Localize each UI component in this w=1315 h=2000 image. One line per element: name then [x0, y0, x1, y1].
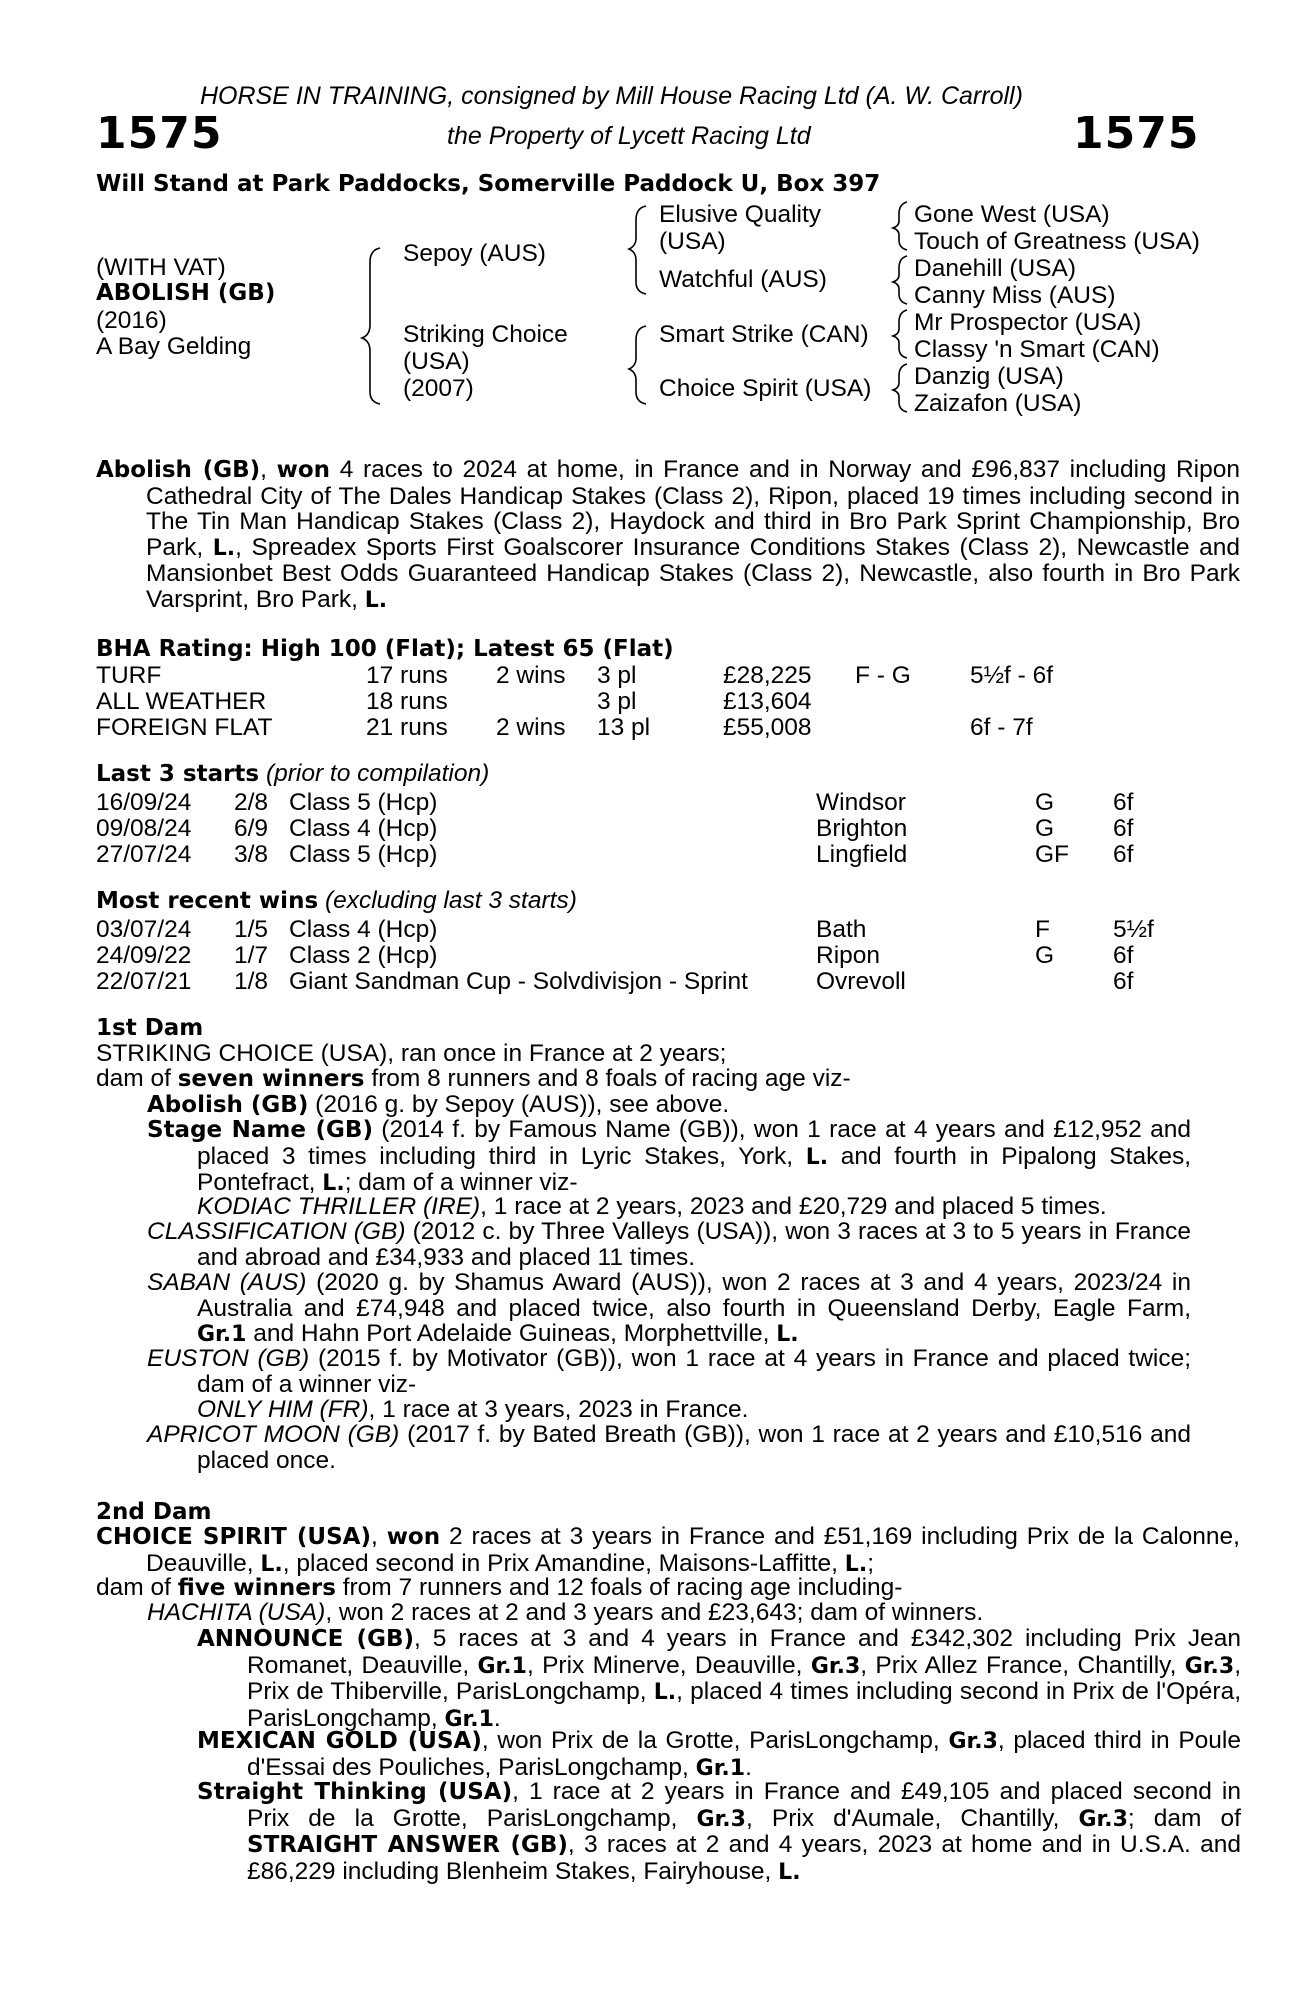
date-cell: 03/07/24: [96, 916, 192, 943]
sire-sire-line1: Elusive Quality: [659, 201, 822, 228]
choice-spirit-text-2: , placed second in Prix Amandine, Maisons-Laffitte,: [282, 1549, 838, 1577]
position-cell: 3/8: [234, 841, 269, 868]
sire-sire-dam: Touch of Greatness (USA): [914, 228, 1200, 255]
sire-sire-sire: Gone West (USA): [914, 201, 1110, 228]
dam2-produce-line: [96, 1575, 902, 1602]
mexican-gold-group-1: Gr.1: [695, 1755, 746, 1781]
distance-cell: 6f: [1113, 789, 1134, 816]
recent-note: (excluding last 3 starts): [324, 887, 577, 914]
distance-cell: 6f: [1113, 968, 1134, 995]
summary-won: won: [276, 457, 331, 483]
stage-name-listed-1: L.: [805, 1144, 829, 1170]
consignor-line: HORSE IN TRAINING, consigned by Mill House Racing Ltd (A. W. Carroll): [200, 82, 1023, 110]
race-cell: Class 4 (Hcp): [289, 916, 438, 943]
summary-horse-name: Abolish (GB): [96, 457, 261, 483]
going-cell: GF: [1035, 841, 1070, 868]
only-him-name: ONLY HIM (FR): [197, 1396, 369, 1423]
dam2-mexican-gold: [197, 1728, 1241, 1781]
property-line: the Property of Lycett Racing Ltd: [447, 122, 811, 150]
choice-spirit-text: 2 races at 3 years in France and £51,169 including Prix de la Calonne, Deauville,: [146, 1523, 1240, 1577]
sire: Sepoy (AUS): [403, 240, 546, 267]
announce-listed: L.: [653, 1680, 677, 1705]
runs-cell: 18 runs: [366, 688, 448, 715]
only-him-text: , 1 race at 3 years, 2023 in France.: [368, 1396, 749, 1423]
dam2-hachita: [147, 1600, 983, 1626]
apricot-moon-name: APRICOT MOON (GB): [147, 1421, 400, 1448]
vat-note: (WITH VAT): [96, 254, 226, 281]
announce-text-5: , placed 4 times including second in Prix de l'Opéra, ParisLongchamp,: [247, 1678, 1242, 1732]
straight-thinking-group-3a: Gr.3: [696, 1806, 746, 1832]
dam2-heading: 2nd Dam: [96, 1499, 212, 1525]
announce-group-3a: Gr.3: [810, 1653, 861, 1679]
course-cell: Ripon: [816, 942, 881, 969]
bha-rating-heading: BHA Rating: High 100 (Flat); Latest 65 (Flat): [96, 636, 674, 662]
prize-cell: £55,008: [723, 714, 812, 741]
mexican-gold-name: MEXICAN GOLD (USA): [197, 1728, 482, 1754]
course-cell: Windsor: [816, 789, 906, 816]
mexican-gold-group-3: Gr.3: [948, 1729, 998, 1754]
distance-cell: 6f: [1113, 815, 1134, 842]
position-cell: 6/9: [234, 815, 269, 842]
straight-answer-listed: L.: [778, 1859, 801, 1885]
course-cell: Ovrevoll: [816, 968, 906, 995]
stage-name-listed-2: L.: [322, 1171, 345, 1196]
horse-description: A Bay Gelding: [96, 333, 252, 360]
hachita-name: HACHITA (USA): [147, 1599, 326, 1626]
classification-name: CLASSIFICATION (GB): [147, 1218, 406, 1245]
dam-dam: Choice Spirit (USA): [659, 375, 872, 402]
race-cell: Class 2 (Hcp): [289, 942, 438, 969]
date-cell: 22/07/21: [96, 968, 192, 995]
recent-heading: Most recent wins: [96, 888, 319, 914]
course-cell: Lingfield: [816, 841, 908, 868]
dam1-only-him: [197, 1397, 749, 1423]
saban-text: (2020 g. by Shamus Award (AUS)), won 2 races at 3 and 4 years, 2023/24 in Australia and £74,948 and placed twice, also fourth in Queensland Derby, Eagle Farm,: [197, 1269, 1191, 1322]
race-cell: Class 5 (Hcp): [289, 841, 438, 868]
sire-sire-line2: (USA): [659, 228, 726, 255]
announce-group-3b: Gr.3: [1184, 1653, 1235, 1679]
dam-sire: Smart Strike (CAN): [659, 321, 869, 348]
dam1-saban: [147, 1270, 1191, 1348]
going-cell: F - G: [855, 662, 911, 689]
straight-thinking-text-2: , Prix d'Aumale, Chantilly,: [745, 1804, 1060, 1832]
sire-dam: Watchful (AUS): [659, 266, 827, 293]
distance-cell: 5½f: [1113, 916, 1154, 943]
last3-heading: Last 3 starts: [96, 761, 260, 787]
dam2-announce: [197, 1626, 1241, 1732]
dam1-heading: 1st Dam: [96, 1015, 204, 1041]
dam1-apricot-moon: [147, 1422, 1191, 1473]
wins-cell: 2 wins: [496, 714, 566, 741]
choice-spirit-name: CHOICE SPIRIT (USA): [96, 1524, 371, 1550]
distance-cell: 6f: [1113, 942, 1134, 969]
hachita-text: , won 2 races at 2 and 3 years and £23,643; dam of winners.: [325, 1599, 984, 1626]
prize-cell: £28,225: [723, 662, 812, 689]
distance-cell: 6f: [1113, 841, 1134, 868]
going-cell: G: [1035, 942, 1055, 969]
mexican-gold-text-2: , placed third in Poule d'Essai des Pouliches, ParisLongchamp,: [247, 1727, 1241, 1781]
choice-spirit-listed-2: L.: [844, 1551, 868, 1577]
straight-thinking-text-3: ; dam of: [1127, 1804, 1241, 1832]
straight-answer-text: , 3 races at 2 and 4 years, 2023 at home and in U.S.A. and £86,229 including Blenheim Stakes, Fairyhouse,: [247, 1831, 1241, 1885]
summary-listed-2: L.: [364, 587, 388, 613]
dam1-dam-of: dam of: [96, 1065, 171, 1092]
stage-name-name: Stage Name (GB): [147, 1117, 373, 1143]
saban-name: SABAN (AUS): [147, 1269, 307, 1296]
race-cell: Giant Sandman Cup - Solvdivisjon - Sprint: [289, 968, 748, 995]
going-cell: F: [1035, 916, 1050, 943]
kodiac-name: KODIAC THRILLER (IRE): [197, 1193, 481, 1220]
announce-text-2: , Prix Minerve, Deauville,: [526, 1651, 803, 1679]
announce-text-6: .: [493, 1704, 501, 1732]
announce-text: , 5 races at 3 and 4 years in France and £342,302 including Prix Jean Romanet, Deauville,: [247, 1625, 1241, 1679]
going-cell: G: [1035, 815, 1055, 842]
sire-dam-dam: Canny Miss (AUS): [914, 282, 1116, 309]
dam-dam-dam: Zaizafon (USA): [914, 390, 1082, 417]
announce-name: ANNOUNCE (GB): [197, 1626, 414, 1652]
summary-text: 4 races to 2024 at home, in France and in Norway and £96,837 including Ripon Cathedral City of The Dales Handicap Stakes (Class 2), Ripon, placed 19 times including second in The Tin Man Handicap Stakes (Class 2), Haydock and third in Bro Park Sprint Championship, Bro Park,: [146, 456, 1240, 561]
course-cell: Bath: [816, 916, 867, 943]
choice-spirit-text-3: ;: [867, 1549, 874, 1577]
classification-text: (2012 c. by Three Valleys (USA)), won 3 races at 3 to 5 years in France and abroad and £34,933 and placed 11 times.: [197, 1218, 1191, 1271]
last3-note: (prior to compilation): [265, 760, 490, 787]
mexican-gold-text: , won Prix de la Grotte, ParisLongchamp,: [481, 1727, 940, 1754]
summary-listed-1: L.: [212, 535, 236, 561]
date-cell: 16/09/24: [96, 789, 192, 816]
position-cell: 1/5: [234, 916, 269, 943]
summary-text-2: Spreadex Sports First Goalscorer Insurance Conditions Stakes (Class 2), Newcastle and Mansionbet Best Odds Guaranteed Handicap Stakes (Class 2), Newcastle, also fourth in Bro Park Varsprint, Bro Park,: [146, 533, 1240, 613]
straight-answer-name: STRAIGHT ANSWER (GB): [247, 1832, 568, 1858]
dam1-produce-line: [96, 1066, 851, 1093]
course-cell: Brighton: [816, 815, 908, 842]
stage-name-text-3: ; dam of a winner viz-: [344, 1169, 578, 1196]
dam-line3: (2007): [403, 375, 474, 402]
dam1-abolish-text: (2016 g. by Sepoy (AUS)), see above.: [315, 1091, 730, 1118]
position-cell: 1/8: [234, 968, 269, 995]
dam-line2: (USA): [403, 348, 470, 375]
recent-heading-row: [96, 887, 577, 915]
runs-cell: 17 runs: [366, 662, 448, 689]
runs-cell: 21 runs: [366, 714, 448, 741]
distance-cell: 5½f - 6f: [970, 662, 1054, 689]
euston-name: EUSTON (GB): [147, 1345, 310, 1372]
dam1-stage-name: [147, 1117, 1191, 1197]
dam1-abolish: [147, 1092, 729, 1119]
horse-name: ABOLISH (GB): [96, 280, 276, 306]
dam-sire-dam: Classy 'n Smart (CAN): [914, 336, 1160, 363]
announce-text-3: , Prix Allez France, Chantilly,: [860, 1651, 1177, 1679]
placed-cell: 3 pl: [597, 662, 637, 689]
announce-group-1b: Gr.1: [444, 1706, 494, 1732]
dam1-classification: [147, 1219, 1191, 1270]
dam1-abolish-name: Abolish (GB): [147, 1092, 309, 1118]
date-cell: 27/07/24: [96, 841, 192, 868]
kodiac-text: , 1 race at 2 years, 2023 and £20,729 and placed 5 times.: [480, 1193, 1107, 1220]
straight-thinking-text: , 1 race at 2 years in France and £49,105 and placed second in Prix de la Grotte, ParisLongchamp,: [247, 1778, 1241, 1832]
lot-number-right: 1575: [1073, 108, 1200, 159]
race-summary: Abolish (GB), won 4 races to 2024 at home, in France and in Norway and £96,837 including Ripon Cathedral City of The Dales Handicap Stakes (Class 2), Ripon, placed 19 times including second in The Tin Man Handicap Stakes (Class 2), Haydock and third in Bro Park Sprint Championship, Bro Park, L., Spreadex Sports First Goalscorer Insurance Conditions Stakes (Class 2), Newcastle and Mansionbet Best Odds Guaranteed Handicap Stakes (Class 2), Newcastle, also fourth in Bro Park Varsprint, Bro Park, L.: [96, 456, 1240, 613]
apricot-moon-text: (2017 f. by Bated Breath (GB)), won 1 race at 2 years and £10,516 and placed once.: [197, 1421, 1191, 1474]
distance-cell: 6f - 7f: [970, 714, 1033, 741]
euston-text: (2015 f. by Motivator (GB)), won 1 race at 4 years in France and placed twice; dam of a winner viz-: [197, 1345, 1192, 1398]
dam2-winners: five winners: [177, 1575, 336, 1601]
dam-sire-sire: Mr Prospector (USA): [914, 309, 1142, 336]
dam1-winners: seven winners: [177, 1066, 365, 1092]
going-cell: G: [1035, 789, 1055, 816]
surface-cell: ALL WEATHER: [96, 688, 267, 715]
horse-year: (2016): [96, 307, 167, 334]
saban-listed: L.: [776, 1322, 799, 1347]
surface-cell: TURF: [96, 662, 162, 689]
straight-thinking-name: Straight Thinking (USA): [197, 1779, 513, 1805]
stage-name-text: (2014 f. by Famous Name (GB)), won 1 race at 4 years and £12,952 and placed 3 times including third in Lyric Stakes, York,: [197, 1116, 1192, 1170]
surface-cell: FOREIGN FLAT: [96, 714, 273, 741]
straight-thinking-group-3b: Gr.3: [1078, 1806, 1128, 1832]
dam-dam-sire: Danzig (USA): [914, 363, 1064, 390]
date-cell: 09/08/24: [96, 815, 192, 842]
position-cell: 2/8: [234, 789, 269, 816]
saban-group: Gr.1: [197, 1322, 247, 1347]
dam2-dam-of: dam of: [96, 1574, 171, 1601]
sire-dam-sire: Danehill (USA): [914, 255, 1077, 282]
stand-location: Will Stand at Park Paddocks, Somerville Paddock U, Box 397: [96, 171, 881, 197]
dam-line1: Striking Choice: [403, 321, 568, 348]
dam1-euston: [147, 1346, 1191, 1397]
date-cell: 24/09/22: [96, 942, 192, 969]
wins-cell: 2 wins: [496, 662, 566, 689]
announce-text-4: , Prix de Thiberville, ParisLongchamp,: [247, 1651, 1241, 1705]
dam1-line1: STRIKING CHOICE (USA), ran once in France at 2 years;: [96, 1040, 727, 1067]
prize-cell: £13,604: [723, 688, 812, 715]
saban-text-2: and Hahn Port Adelaide Guineas, Morphettville,: [253, 1320, 770, 1347]
race-cell: Class 4 (Hcp): [289, 815, 438, 842]
stage-name-text-2: and fourth in Pipalong Stakes, Pontefract,: [197, 1142, 1191, 1196]
position-cell: 1/7: [234, 942, 269, 969]
mexican-gold-text-3: .: [745, 1753, 752, 1781]
dam2-straight-thinking: [197, 1779, 1241, 1885]
last3-heading-row: [96, 760, 489, 788]
dam2-choice-spirit: CHOICE SPIRIT (USA), won 2 races at 3 years in France and £51,169 including Prix de la Calonne, Deauville, L., placed second in Prix Amandine, Maisons-Laffitte, L.;: [96, 1523, 1240, 1577]
choice-spirit-won: won: [386, 1524, 441, 1550]
choice-spirit-listed-1: L.: [260, 1551, 283, 1577]
race-cell: Class 5 (Hcp): [289, 789, 438, 816]
lot-number-left: 1575: [96, 108, 223, 159]
dam1-kodiac: [197, 1194, 1107, 1220]
announce-group-1: Gr.1: [477, 1653, 527, 1679]
dam1-from: from 8 runners and 8 foals of racing age viz-: [371, 1065, 851, 1092]
placed-cell: 3 pl: [597, 688, 637, 715]
dam2-from: from 7 runners and 12 foals of racing age including-: [342, 1574, 903, 1601]
placed-cell: 13 pl: [597, 714, 651, 741]
